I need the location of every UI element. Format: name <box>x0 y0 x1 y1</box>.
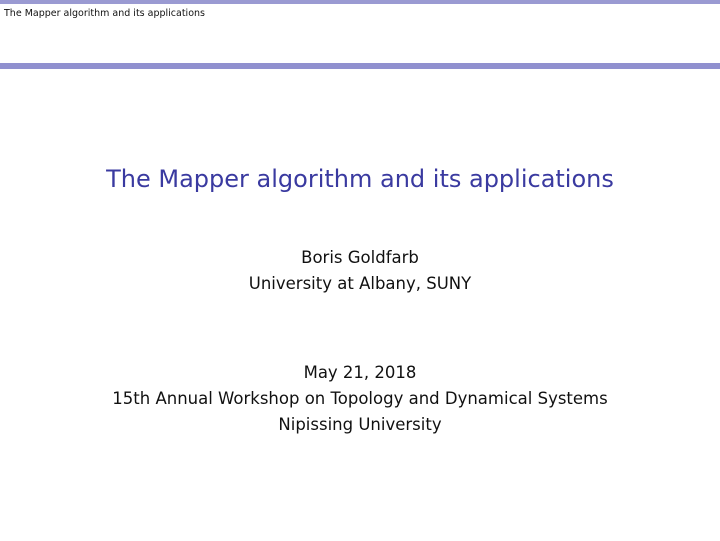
slide-title: The Mapper algorithm and its applications <box>106 165 614 193</box>
event-venue: Nipissing University <box>278 415 442 434</box>
event-name: 15th Annual Workshop on Topology and Dynamical Systems <box>112 389 608 408</box>
presentation-date: May 21, 2018 <box>303 363 417 382</box>
author-block <box>0 245 720 297</box>
running-title: The Mapper algorithm and its applications <box>4 8 205 19</box>
top-divider <box>0 0 720 4</box>
author-institute: University at Albany, SUNY <box>248 274 472 293</box>
author-name: Boris Goldfarb <box>301 248 419 267</box>
header-divider <box>0 63 720 69</box>
date-block <box>0 360 720 438</box>
